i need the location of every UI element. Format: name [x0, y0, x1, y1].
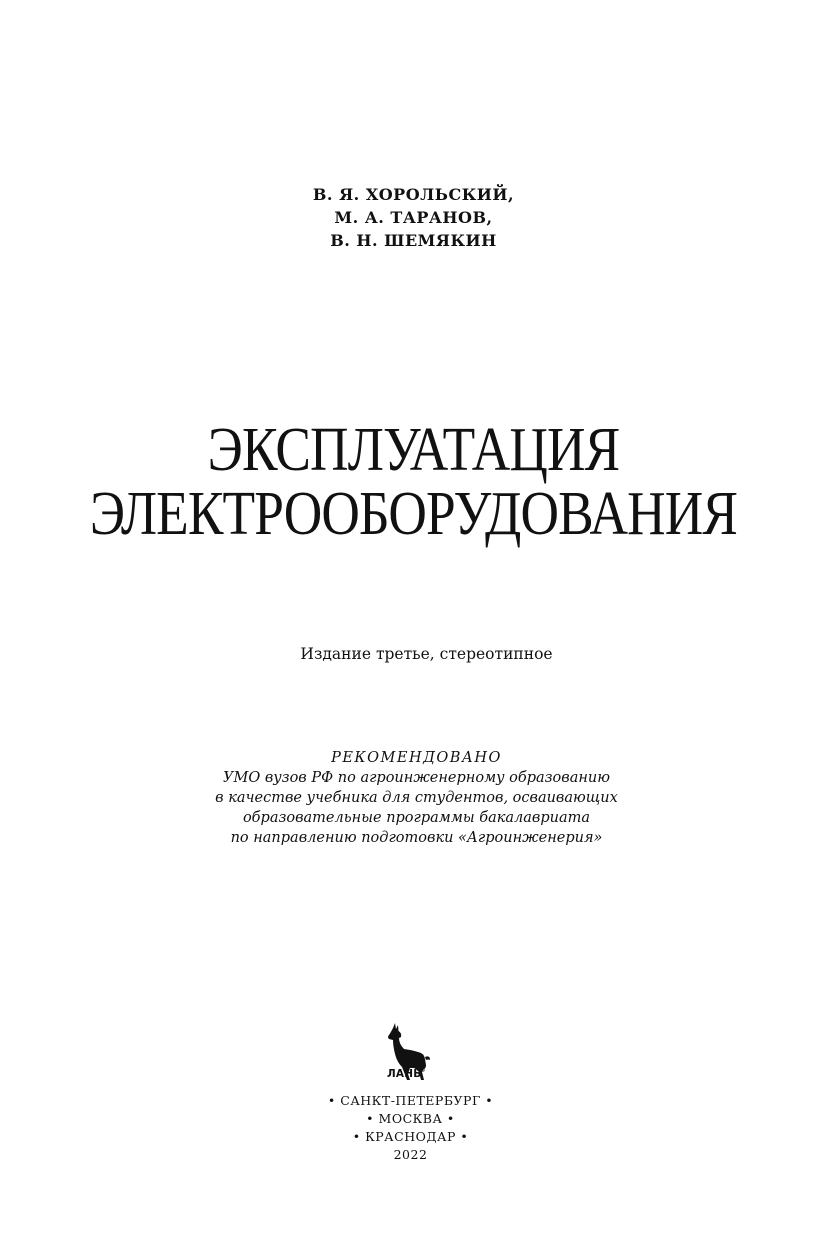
book-title-line-1: ЭКСПЛУАТАЦИЯ — [207, 416, 620, 484]
recommendation-heading: РЕКОМЕНДОВАНО — [331, 750, 502, 766]
recommendation-line: УМО вузов РФ по агроинженерному образованию — [223, 770, 610, 786]
imprint-year: 2022 — [393, 1147, 428, 1162]
recommendation-line: в качестве учебника для студентов, осваивающих — [215, 790, 618, 806]
authors-block — [0, 183, 827, 252]
publisher-logo-text: ЛАНЬ — [387, 1068, 422, 1080]
imprint-city: • КРАСНОДАР • — [352, 1129, 469, 1144]
edition-note — [0, 643, 827, 665]
imprint-city: • МОСКВА • — [366, 1111, 455, 1126]
author-name: М. А. ТАРАНОВ, — [334, 208, 493, 227]
author-name: В. Я. ХОРОЛЬСКИЙ, — [312, 185, 515, 204]
imprint-city: • САНКТ-ПЕТЕРБУРГ • — [327, 1093, 494, 1108]
edition-text: Издание третье, стереотипное — [300, 645, 553, 663]
author-name: В. Н. ШЕМЯКИН — [330, 231, 497, 250]
book-title-line-2: ЭЛЕКТРООБОРУДОВАНИЯ — [89, 480, 738, 548]
book-title — [58, 418, 769, 546]
imprint-block — [0, 1092, 827, 1164]
recommendation-line: образовательные программы бакалавриата — [242, 810, 591, 826]
registered-mark: ® — [419, 1066, 426, 1074]
recommendation-line: по направлению подготовки «Агроинженерия» — [230, 830, 603, 846]
recommendation-block — [0, 748, 827, 848]
